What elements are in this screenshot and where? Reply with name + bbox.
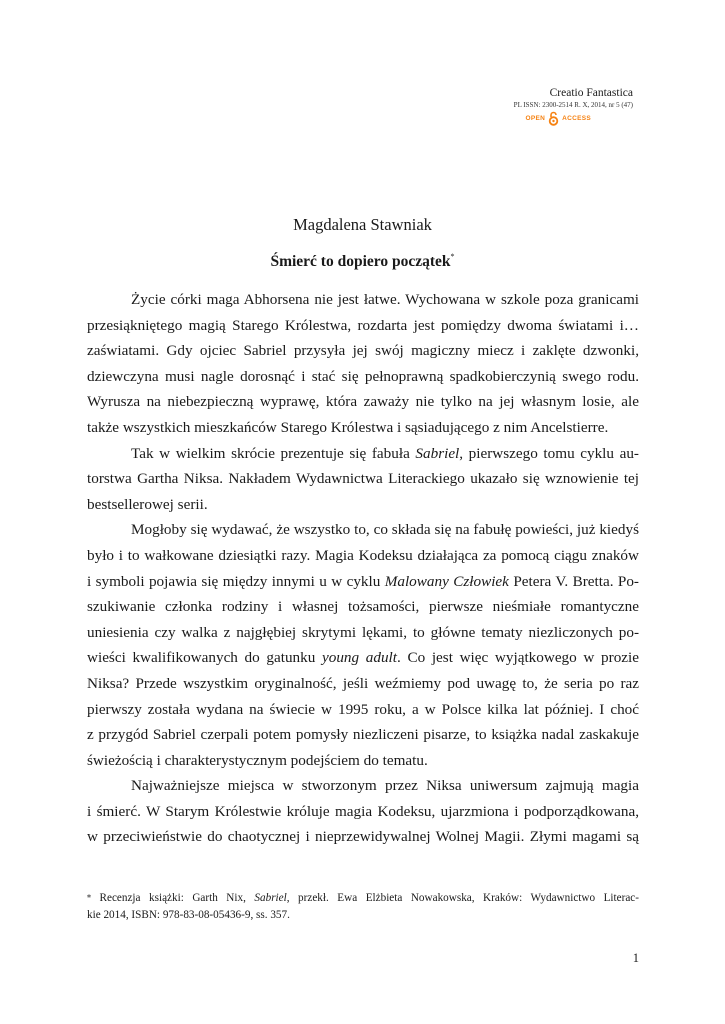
text-segment: Recenzja książki: Garth Nix, [91, 892, 255, 904]
text-line: Życie córki maga Abhorsena nie jest łatwe. Wychowana w szkole poza granicami [131, 291, 639, 308]
title-footnote-marker: * [450, 252, 455, 261]
text-line: szukiwanie członka rodziny i własnej tożsamości, pierwsze nieśmiałe romantyczne [87, 598, 639, 616]
footnote-line [87, 887, 639, 907]
open-access-lock-icon [548, 111, 559, 126]
text-line: Najważniejsze miejsca w stworzonym przez Niksa uniwersum zajmują magia [131, 777, 639, 795]
footnote-book-title: Sabriel [254, 892, 287, 904]
text-line: Wyrusza na niebezpieczną wyprawę, która zaważy nie tylko na jej własnym losie, ale [87, 393, 639, 411]
text-line: Niksa? Przede wszystkim oryginalność, jeśli weźmiemy pod uwagę to, że seria po raz [87, 674, 639, 692]
article-title [0, 247, 725, 272]
text-segment: , przekł. Ewa Elżbieta Nowakowska, Kraków: Wydawnictwo Literac- [286, 892, 639, 904]
text-line: także wszystkich mieszkańców Starego Królestwa i sąsiadującego z nim Ancelstierre. [87, 418, 609, 436]
text-line: w przeciwieństwie do chaotycznej i nieprzewidywalnej Wolnej Magii. Złymi magami są [87, 828, 639, 846]
open-access-label-right: ACCESS [562, 115, 591, 122]
text-segment: Tak w wielkim skrócie prezentuje się fabuła [131, 444, 416, 462]
text-line [87, 645, 639, 671]
article-body [87, 287, 639, 850]
journal-header [440, 86, 633, 126]
text-line: było i to wałkowane dziesiątki razy. Magia Kodeksu działająca za pomocą ciągu znaków [87, 546, 639, 564]
article-title-text: Śmierć to dopiero początek [270, 253, 451, 270]
footnote-line: kie 2014, ISBN: 978-83-08-05436-9, ss. 357. [87, 909, 290, 921]
text-line: pierwszy została wydana na świecie w 1995 roku, a w Polsce kilka lat później. I choć [87, 700, 639, 718]
text-line: i śmierć. W Starym Królestwie króluje magia Kodeksu, ujarzmiona i podporządkowana, [87, 802, 639, 820]
text-line [87, 569, 639, 595]
text-segment: i symboli pojawia się między innymi u w cyklu [87, 572, 385, 590]
journal-title: Creatio Fantastica [549, 87, 633, 99]
text-line: uniesienia czy walka z najgłębiej skrytymi lękami, to główne tematy niezliczonych po- [87, 623, 639, 641]
text-segment: . Co jest więc wyjątkowego w prozie [397, 649, 639, 667]
journal-issn: PL ISSN: 2300-2514 R. X, 2014, nr 5 (47) [513, 101, 633, 109]
text-line: torstwa Gartha Niksa. Nakładem Wydawnictwa Literackiego ukazało się wznowienie tej [87, 470, 639, 488]
book-title-sabriel: Sabriel [415, 444, 460, 462]
page-number: 1 [632, 951, 639, 965]
text-line: świeżością i charakterystycznym podejściem do tematu. [87, 751, 428, 769]
text-line: przesiąkniętego magią Starego Królestwa, rozdarta jest pomiędzy dwoma światami i… [87, 316, 639, 334]
open-access-label-left: OPEN [525, 115, 546, 122]
article-author: Magdalena Stawniak [293, 215, 432, 234]
text-line: dziewczyna musi nagle dorosnąć i stać się pełnoprawną spadkobierczynią swego rodu. [87, 367, 639, 385]
genre-term: young adult [322, 649, 397, 667]
book-title-malowany: Malowany Człowiek [384, 572, 509, 590]
open-access-logo [440, 111, 633, 126]
text-line [87, 441, 639, 467]
text-segment: Petera V. Bretta. Po- [508, 572, 639, 590]
text-line: bestsellerowej serii. [87, 495, 208, 513]
text-line: zaświatami. Gdy ojciec Sabriel przysyła jej swój magiczny miecz i zaklęte dzwonki, [87, 342, 639, 360]
footnote [87, 887, 639, 924]
text-segment: , pierwszego tomu cyklu au- [459, 444, 639, 462]
text-line: Mogłoby się wydawać, że wszystko to, co składa się na fabułę powieści, już kiedyś [131, 521, 639, 539]
footnote-marker: ⁎ [87, 891, 91, 900]
text-line: z przygód Sabriel czerpali potem pomysły niezliczeni pisarze, to książka nadal zaskakuje [87, 726, 639, 744]
text-segment: wieści kwalifikowanych do gatunku [87, 649, 322, 667]
